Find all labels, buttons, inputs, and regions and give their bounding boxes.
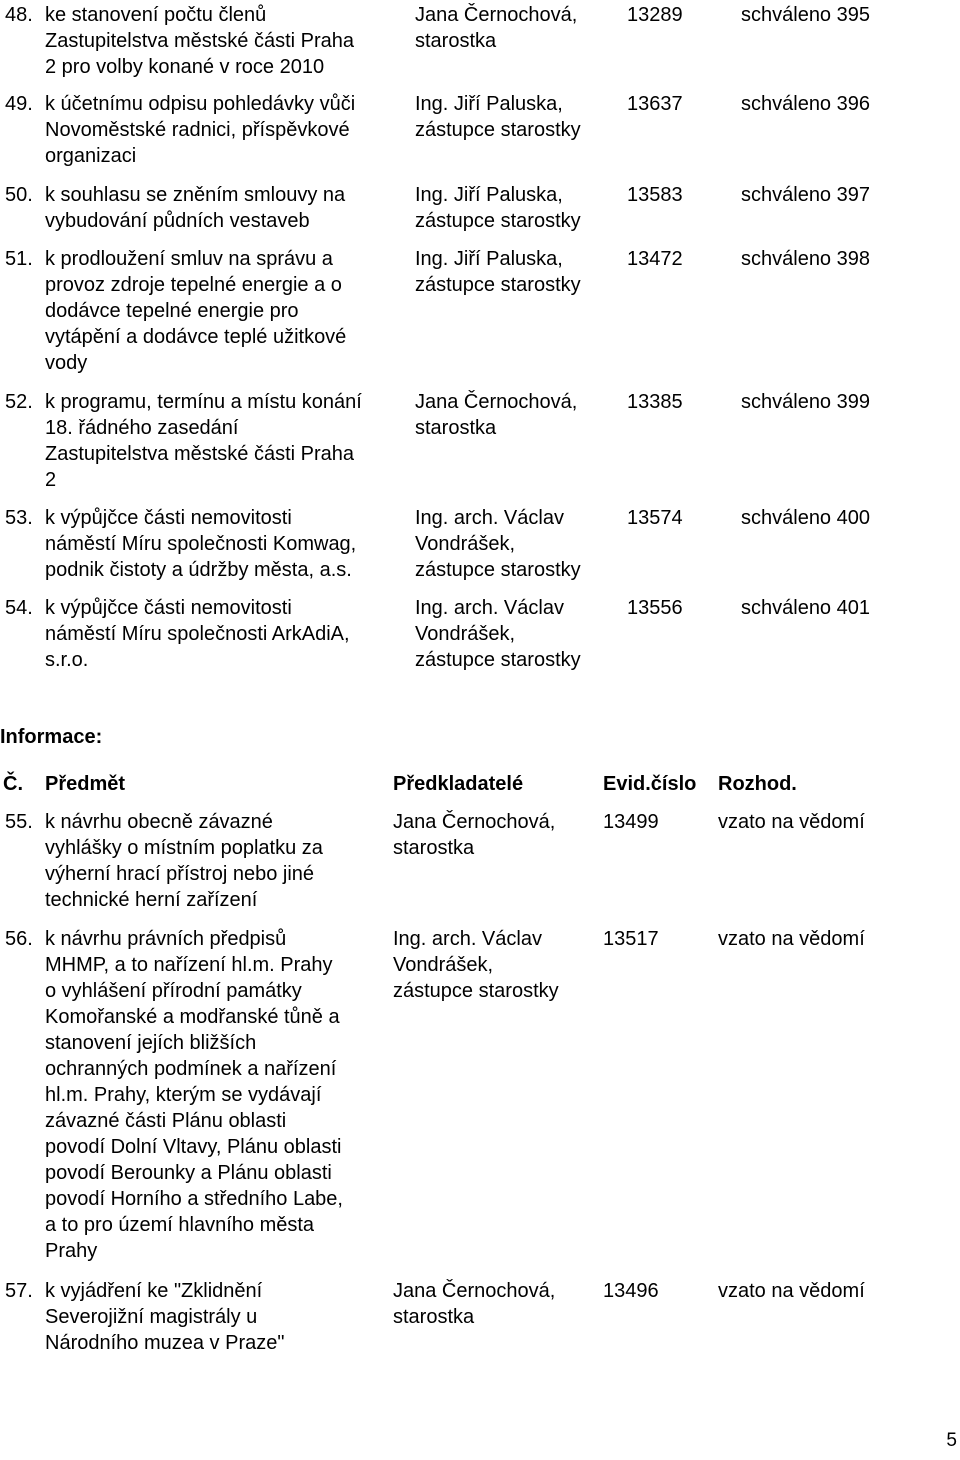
item-evid-number: 13637: [627, 93, 683, 115]
item-evid-number: 13385: [627, 391, 683, 413]
item-number: 57.: [5, 1280, 33, 1302]
item-number: 55.: [5, 811, 33, 833]
item-number: 48.: [5, 4, 33, 26]
item-subject: k výpůjčce části nemovitosti náměstí Míru společnosti ArkAdiA, s.r.o.: [45, 597, 350, 671]
item-submitter: Ing. Jiří Paluska, zástupce starostky: [415, 248, 581, 296]
item-evid-number: 13499: [603, 811, 659, 833]
item-decision: schváleno 398: [741, 248, 870, 270]
column-header-number: Č.: [3, 773, 23, 795]
item-subject: k účetnímu odpisu pohledávky vůči Novoměstské radnici, příspěvkové organizaci: [45, 93, 356, 167]
item-evid-number: 13517: [603, 928, 659, 950]
item-subject: ke stanovení počtu členů Zastupitelstva městské části Praha 2 pro volby konané v roce 2010: [45, 4, 355, 78]
item-evid-number: 13574: [627, 507, 683, 529]
item-subject: k vyjádření ke "Zklidnění Severojižní magistrály u Národního muzea v Praze": [45, 1280, 285, 1354]
item-submitter: Jana Černochová, starostka: [393, 811, 556, 859]
item-number: 50.: [5, 184, 33, 206]
item-number: 53.: [5, 507, 33, 529]
item-submitter: Ing. Jiří Paluska, zástupce starostky: [415, 184, 581, 232]
item-submitter: Jana Černochová, starostka: [415, 391, 578, 439]
item-number: 56.: [5, 928, 33, 950]
item-decision: schváleno 399: [741, 391, 870, 413]
item-decision: schváleno 400: [741, 507, 870, 529]
item-evid-number: 13496: [603, 1280, 659, 1302]
item-subject: k souhlasu se zněním smlouvy na vybudování půdních vestaveb: [45, 184, 346, 232]
item-subject: k prodloužení smluv na správu a provoz zdroje tepelné energie a o dodávce tepelné energie pro vytápění a dodávce teplé užitkové vody: [45, 248, 347, 374]
item-subject: k programu, termínu a místu konání 18. řádného zasedání Zastupitelstva městské části Praha 2: [45, 391, 362, 491]
column-header-submitter: Předkladatelé: [393, 773, 524, 795]
item-number: 52.: [5, 391, 33, 413]
item-decision: schváleno 401: [741, 597, 870, 619]
item-submitter: Ing. Jiří Paluska, zástupce starostky: [415, 93, 581, 141]
item-decision: vzato na vědomí: [718, 811, 865, 833]
item-submitter: Ing. arch. Václav Vondrášek, zástupce starostky: [415, 597, 581, 671]
item-decision: schváleno 397: [741, 184, 870, 206]
column-header-subject: Předmět: [45, 773, 126, 795]
page-number: 5: [946, 1430, 957, 1451]
item-number: 51.: [5, 248, 33, 270]
item-evid-number: 13583: [627, 184, 683, 206]
item-number: 49.: [5, 93, 33, 115]
item-number: 54.: [5, 597, 33, 619]
section-heading-informace: Informace:: [0, 726, 103, 748]
item-subject: k návrhu právních předpisů MHMP, a to nařízení hl.m. Prahy o vyhlášení přírodní památky Komořanské a modřanské tůně a stanovení jejích bližších ochranných podmínek a nařízení hl.m. Prahy, kterým se vydávají závazné části Plánu oblasti povodí Dolní Vltavy, Plánu oblasti povodí Berounky a Plánu oblasti povodí Horního a středního Labe, a to pro území hlavního města Prahy: [45, 928, 343, 1262]
item-evid-number: 13289: [627, 4, 683, 26]
item-submitter: Jana Černochová, starostka: [415, 4, 578, 52]
item-decision: schváleno 395: [741, 4, 870, 26]
column-header-decision: Rozhod.: [718, 773, 797, 795]
item-decision: schváleno 396: [741, 93, 870, 115]
item-submitter: Ing. arch. Václav Vondrášek, zástupce starostky: [415, 507, 581, 581]
item-decision: vzato na vědomí: [718, 928, 865, 950]
column-header-evid: Evid.číslo: [603, 773, 697, 795]
item-evid-number: 13472: [627, 248, 683, 270]
item-evid-number: 13556: [627, 597, 683, 619]
item-subject: k návrhu obecně závazné vyhlášky o místním poplatku za výherní hrací přístroj nebo jiné technické herní zařízení: [45, 811, 323, 911]
item-decision: vzato na vědomí: [718, 1280, 865, 1302]
item-subject: k výpůjčce části nemovitosti náměstí Míru společnosti Komwag, podnik čistoty a údržby města, a.s.: [45, 507, 357, 581]
item-submitter: Jana Černochová, starostka: [393, 1280, 556, 1328]
item-submitter: Ing. arch. Václav Vondrášek, zástupce starostky: [393, 928, 559, 1002]
